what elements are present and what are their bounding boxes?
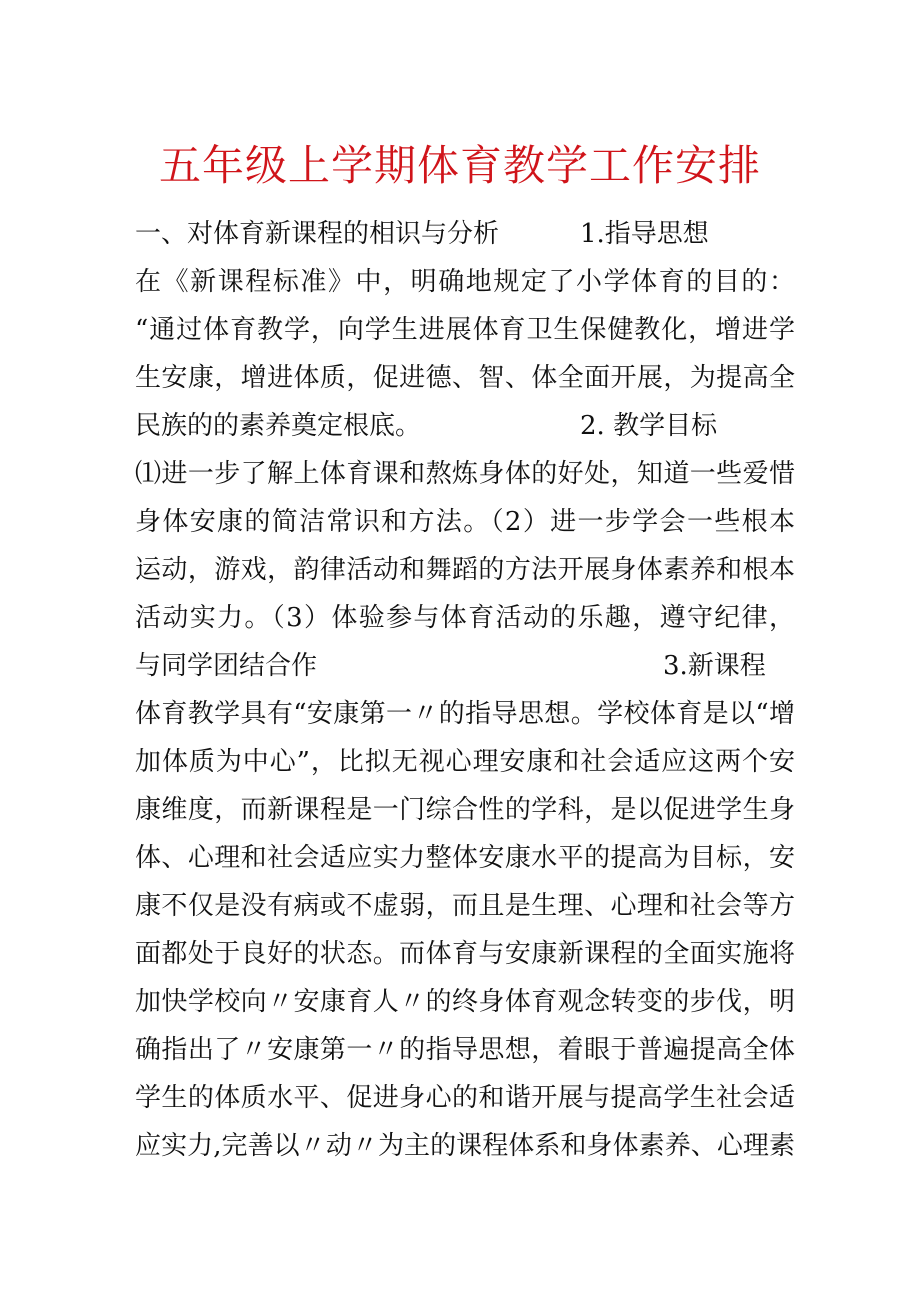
body-line — [135, 642, 795, 690]
body-line: 体、心理和社会适应实力整体安康水平的提高为目标，安 — [135, 843, 795, 873]
document-body — [135, 210, 795, 1170]
body-line: 活动实力。（3）体验参与体育活动的乐趣，遵守纪律， — [135, 603, 795, 633]
body-line: 运动，游戏，韵律活动和舞蹈的方法开展身体素养和根本 — [135, 555, 795, 585]
body-line: 身体安康的简洁常识和方法。（2）进一步学会一些根本 — [135, 507, 795, 537]
body-line: 面都处于良好的状态。而体育与安康新课程的全面实施将 — [135, 939, 795, 969]
body-line: 学生的体质水平、促进身心的和谐开展与提高学生社会适 — [135, 1083, 795, 1113]
body-line: 体育教学具有“安康第一〃的指导思想。学校体育是以“增 — [135, 699, 795, 729]
body-line: 康维度，而新课程是一门综合性的学科，是以促进学生身 — [135, 795, 795, 825]
body-line: “通过体育教学，向学生进展体育卫生保健教化，增进学 — [135, 315, 795, 345]
body-line: 在《新课程标准》中，明确地规定了小学体育的目的： — [135, 267, 795, 297]
body-line: ⑴进一步了解上体育课和熬炼身体的好处，知道一些爱惜 — [135, 459, 795, 489]
body-line: 生安康，增进体质，促进德、智、体全面开展，为提高全 — [135, 363, 795, 393]
body-line — [135, 402, 795, 450]
subsection-heading: 3.新课程 — [663, 651, 766, 681]
body-line: 康不仅是没有病或不虚弱，而且是生理、心理和社会等方 — [135, 891, 795, 921]
body-line: 应实力,完善以〃动〃为主的课程体系和身体素养、心理素 — [135, 1131, 795, 1161]
body-line — [135, 210, 795, 258]
body-text-segment: 民族的的素养奠定根底。 — [135, 411, 422, 441]
document-title: 五年级上学期体育教学工作安排 — [158, 141, 761, 190]
body-line: 加体质为中心”，比拟无视心理安康和社会适应这两个安 — [135, 747, 795, 777]
section-heading: 一、对体育新课程的相识与分析 — [135, 219, 500, 249]
body-text-segment: 与同学团结合作 — [135, 651, 318, 681]
subsection-heading: 1.指导思想 — [580, 219, 709, 249]
body-line: 加快学校向〃安康育人〃的终身体育观念转变的步伐，明 — [135, 987, 795, 1017]
body-line: 确指出了〃安康第一〃的指导思想，着眼于普遍提高全体 — [135, 1035, 795, 1065]
subsection-heading: 2. 教学目标 — [580, 411, 718, 441]
